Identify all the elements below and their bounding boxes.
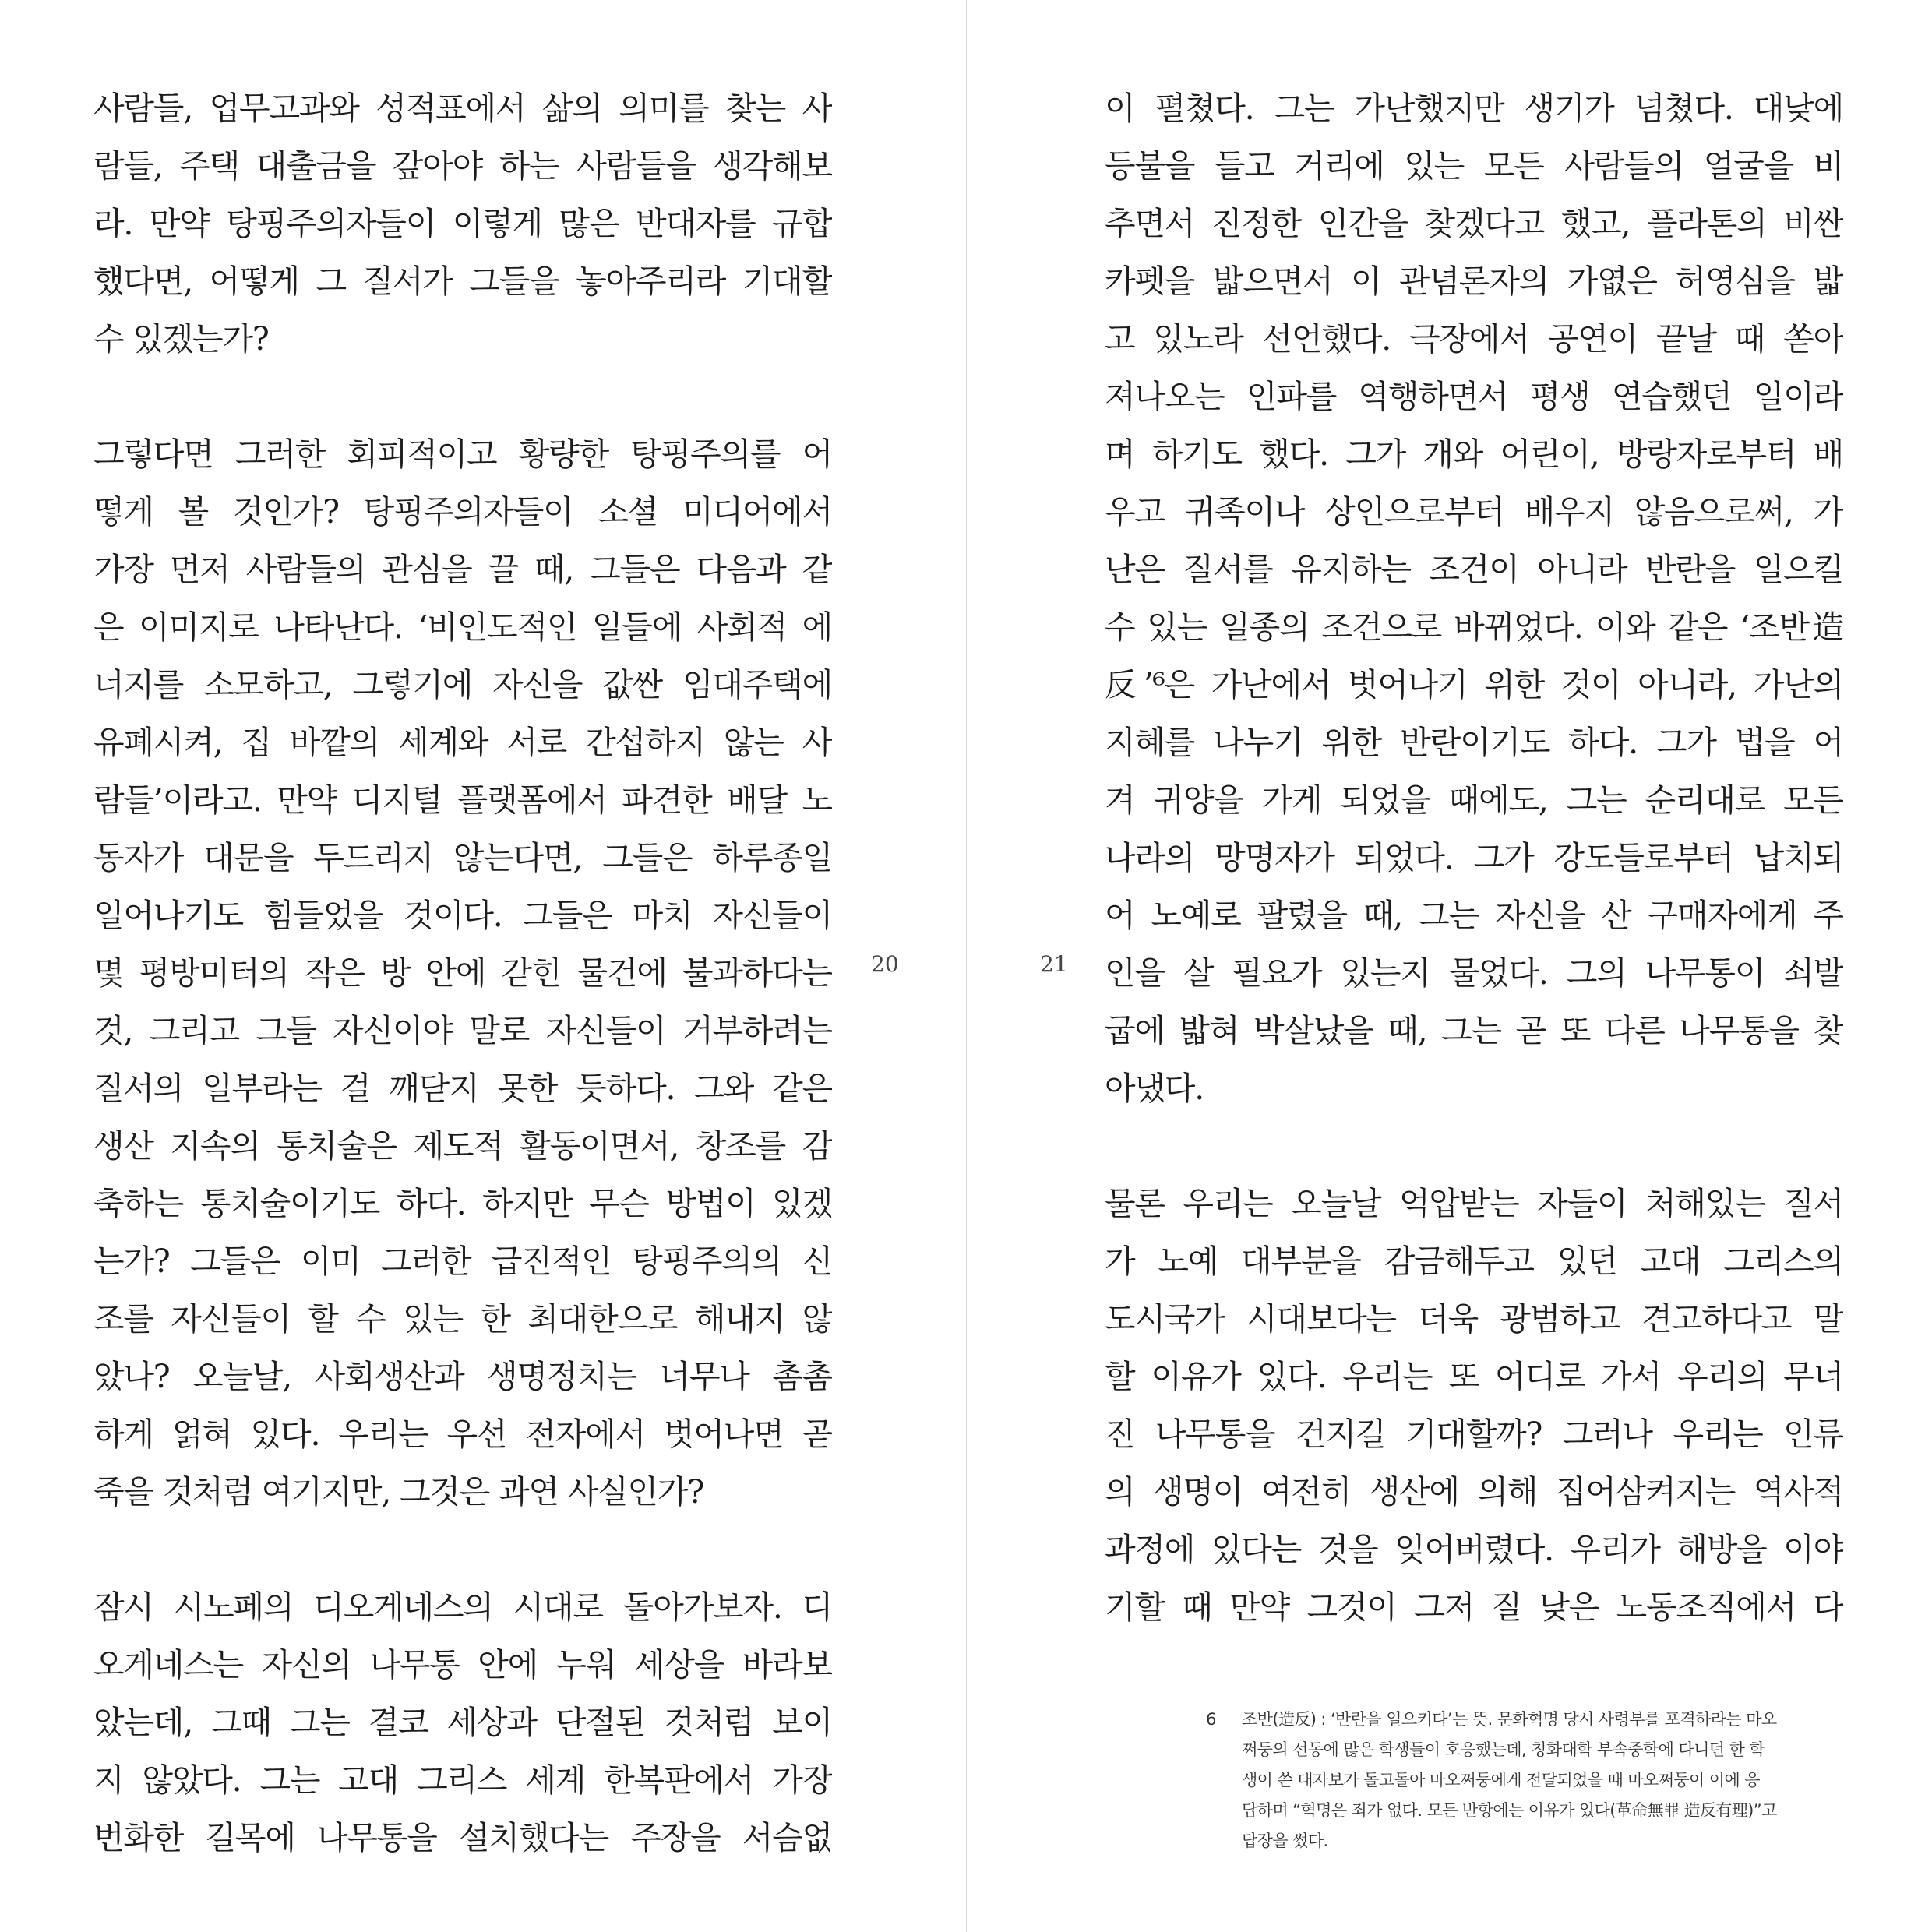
text-line: 물론 우리는 오늘날 억압받는 자들이 처해있는 질서 (1105, 1185, 1843, 1222)
text-line: 가장 먼저 사람들의 관심을 끌 때, 그들은 다음과 같 (93, 551, 832, 588)
text-line: 몇 평방미터의 작은 방 안에 갇힌 물건에 불과하다는 (93, 954, 832, 992)
text-line: 이 펼쳤다. 그는 가난했지만 생기가 넘쳤다. 대낮에 (1105, 90, 1843, 127)
paragraph (93, 1578, 832, 1867)
text-line: 기할 때 만약 그것이 그저 질 낮은 노동조직에서 다 (1105, 1588, 1843, 1626)
text-line: 과정에 있다는 것을 잊어버렸다. 우리가 해방을 이야 (1105, 1531, 1843, 1568)
footnote-line: 조반(造反) : ‘반란을 일으키다’는 뜻. 문화혁명 당시 사령부를 포격하라는 마오 (1242, 1710, 1777, 1729)
text-line: 하게 얽혀 있다. 우리는 우선 전자에서 벗어나면 곧 (93, 1416, 832, 1453)
text-line: 어 노예로 팔렸을 때, 그는 자신을 산 구매자에게 주 (1105, 897, 1843, 934)
footnote-body (1242, 1705, 1806, 1856)
text-line: 도시국가 시대보다는 더욱 광범하고 견고하다고 말 (1105, 1300, 1843, 1338)
paragraph (93, 79, 832, 368)
text-line: 지 않았다. 그는 고대 그리스 세계 한복판에서 가장 (93, 1761, 832, 1799)
text-line: 너지를 소모하고, 그렇기에 자신을 값싼 임대주택에 (93, 666, 832, 703)
text-line: 등불을 들고 거리에 있는 모든 사람들의 얼굴을 비 (1105, 147, 1843, 185)
left-page-text (93, 79, 832, 1867)
footnote-number: 6 (1206, 1710, 1216, 1729)
footnote-line: 쩌둥의 선동에 많은 학생들이 호응했는데, 칭화대학 부속중학에 다니던 한 학 (1242, 1740, 1765, 1759)
page-number-left: 20 (871, 951, 899, 977)
page-gutter (966, 0, 967, 1932)
text-line: 축하는 통치술이기도 하다. 하지만 무슨 방법이 있겠 (93, 1185, 832, 1222)
text-line: 라. 만약 탕핑주의자들이 이렇게 많은 반대자를 규합 (93, 205, 832, 242)
text-line: 난은 질서를 유지하는 조건이 아니라 반란을 일으킬 (1105, 551, 1843, 588)
text-line: 굽에 밟혀 박살났을 때, 그는 곧 또 다른 나무통을 찾 (1105, 1012, 1843, 1049)
text-line: 며 하기도 했다. 그가 개와 어린이, 방랑자로부터 배 (1105, 435, 1843, 473)
text-line: 수 있는 일종의 조건으로 바뀌었다. 이와 같은 ‘조반造 (1105, 608, 1843, 646)
text-line: 는가? 그들은 이미 그러한 급진적인 탕핑주의의 신 (93, 1243, 832, 1280)
text-line: 가 노예 대부분을 감금해두고 있던 고대 그리스의 (1105, 1243, 1843, 1280)
paragraph (1105, 1175, 1843, 1636)
text-line: 우고 귀족이나 상인으로부터 배우지 않음으로써, 가 (1105, 493, 1843, 531)
footnote-line: 답장을 썼다. (1242, 1832, 1328, 1850)
text-line: 겨 귀양을 가게 되었을 때에도, 그는 순리대로 모든 (1105, 781, 1843, 819)
text-line: 질서의 일부라는 걸 깨닫지 못한 듯하다. 그와 같은 (93, 1070, 832, 1107)
text-line: 일어나기도 힘들었을 것이다. 그들은 마치 자신들이 (93, 897, 832, 934)
text-line: 했다면, 어떻게 그 질서가 그들을 놓아주리라 기대할 (93, 263, 832, 300)
text-line: 은 이미지로 나타난다. ‘비인도적인 일들에 사회적 에 (93, 608, 832, 646)
text-line: 유폐시켜, 집 바깥의 세계와 서로 간섭하지 않는 사 (93, 724, 832, 761)
text-line: 진 나무통을 건지길 기대할까? 그러나 우리는 인류 (1105, 1416, 1843, 1453)
text-line: 인을 살 필요가 있는지 물었다. 그의 나무통이 쇠발 (1105, 954, 1843, 992)
text-line: 것, 그리고 그들 자신이야 말로 자신들이 거부하려는 (93, 1012, 832, 1049)
paragraph (1105, 79, 1843, 1117)
text-line: 그렇다면 그러한 회피적이고 황량한 탕핑주의를 어 (93, 435, 832, 473)
text-line: 떻게 볼 것인가? 탕핑주의자들이 소셜 미디어에서 (93, 493, 832, 531)
text-line: 反’⁶은 가난에서 벗어나기 위한 것이 아니라, 가난의 (1105, 666, 1843, 703)
text-line: 았는데, 그때 그는 결코 세상과 단절된 것처럼 보이 (93, 1704, 832, 1741)
footnote-line: 답하며 “혁명은 죄가 없다. 모든 반항에는 이유가 있다(革命無罪 造反有理)”고 (1242, 1801, 1777, 1820)
text-line: 생산 지속의 통치술은 제도적 활동이면서, 창조를 감 (93, 1127, 832, 1165)
text-line: 동자가 대문을 두드리지 않는다면, 그들은 하루종일 (93, 839, 832, 876)
text-line: 수 있겠는가? (93, 320, 269, 358)
text-line: 추면서 진정한 인간을 찾겠다고 했고, 플라톤의 비싼 (1105, 205, 1843, 242)
text-line: 조를 자신들이 할 수 있는 한 최대한으로 해내지 않 (93, 1300, 832, 1338)
text-line: 할 이유가 있다. 우리는 또 어디로 가서 우리의 무너 (1105, 1358, 1843, 1395)
text-line: 의 생명이 여전히 생산에 의해 집어삼켜지는 역사적 (1105, 1473, 1843, 1511)
paragraph (93, 425, 832, 1521)
text-line: 나라의 망명자가 되었다. 그가 강도들로부터 납치되 (1105, 839, 1843, 876)
right-page-text (1105, 79, 1843, 1636)
text-line: 지혜를 나누기 위한 반란이기도 하다. 그가 법을 어 (1105, 724, 1843, 761)
footnote-line: 생이 쓴 대자보가 돌고돌아 마오쩌둥에게 전달되었을 때 마오쩌둥이 이에 응 (1242, 1771, 1760, 1789)
text-line: 사람들, 업무고과와 성적표에서 삶의 의미를 찾는 사 (93, 90, 832, 127)
text-line: 져나오는 인파를 역행하면서 평생 연습했던 일이라 (1105, 378, 1843, 415)
text-line: 았나? 오늘날, 사회생산과 생명정치는 너무나 촘촘 (93, 1358, 832, 1395)
text-line: 번화한 길목에 나무통을 설치했다는 주장을 서슴없 (93, 1819, 832, 1856)
text-line: 고 있노라 선언했다. 극장에서 공연이 끝날 때 쏟아 (1105, 320, 1843, 358)
page-number-right: 21 (1040, 951, 1068, 977)
text-line: 아냈다. (1105, 1070, 1204, 1107)
text-line: 람들, 주택 대출금을 갚아야 하는 사람들을 생각해보 (93, 147, 832, 185)
text-line: 람들’이라고. 만약 디지털 플랫폼에서 파견한 배달 노 (93, 781, 832, 819)
text-line: 오게네스는 자신의 나무통 안에 누워 세상을 바라보 (93, 1646, 832, 1683)
text-line: 잠시 시노페의 디오게네스의 시대로 돌아가보자. 디 (93, 1588, 832, 1626)
text-line: 죽을 것처럼 여기지만, 그것은 과연 사실인가? (93, 1473, 704, 1511)
text-line: 카펫을 밟으면서 이 관념론자의 가엾은 허영심을 밟 (1105, 263, 1843, 300)
footnote (1206, 1705, 1806, 1856)
